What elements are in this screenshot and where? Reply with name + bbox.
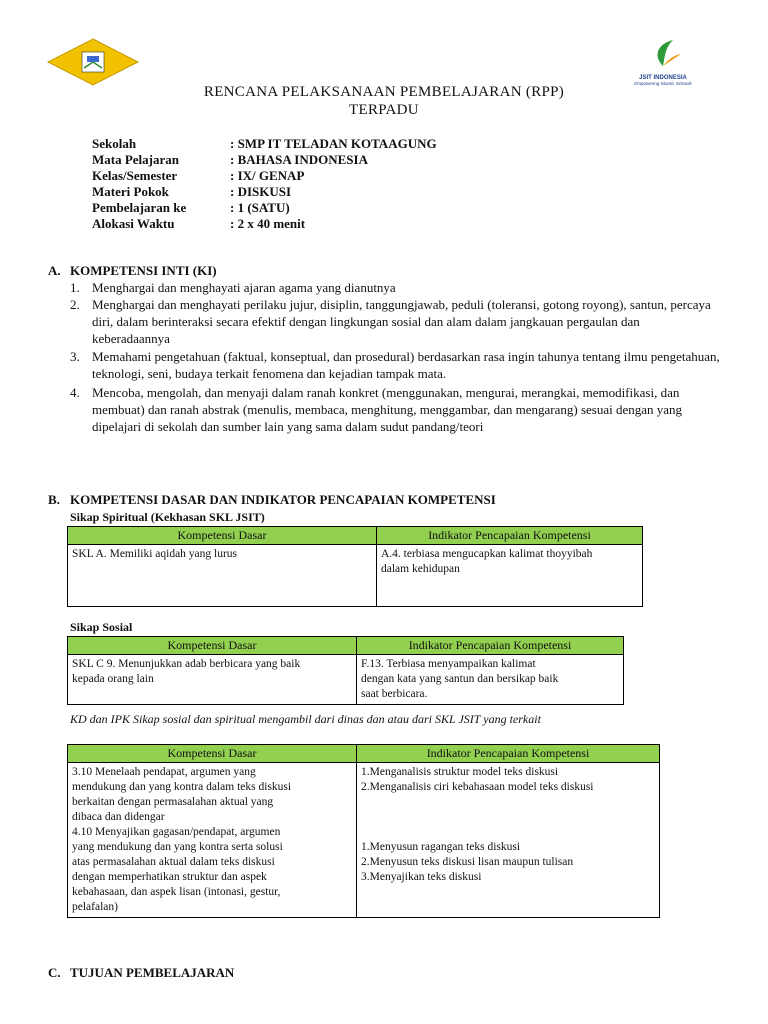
- sosial-table: [67, 636, 624, 705]
- section-c-title: TUJUAN PEMBELAJARAN: [70, 965, 235, 980]
- kd-line: dengan memperhatikan struktur dan aspek: [72, 871, 267, 883]
- ipk-line: dalam kehidupan: [381, 563, 460, 575]
- ipk-cell: [377, 545, 643, 607]
- section-c-letter: C.: [48, 965, 61, 980]
- meta-value-sekolah: : SMP IT TELADAN KOTAAGUNG: [230, 136, 437, 151]
- ipk-line: 1.Menganalisis struktur model teks diskusi: [361, 766, 559, 778]
- kd-line: 4.10 Menyajikan gagasan/pendapat, argumen: [72, 826, 281, 838]
- table-header: Indikator Pencapaian Kompetensi: [357, 637, 624, 655]
- ki-item: [70, 348, 720, 382]
- section-a-heading: [48, 263, 217, 279]
- ipk-line: 1.Menyusun ragangan teks diskusi: [361, 841, 521, 853]
- kd-text: SKL A. Memiliki aqidah yang lurus: [72, 548, 238, 560]
- ipk-line: A.4. terbiasa mengucapkan kalimat thoyyibah: [381, 548, 593, 560]
- section-a-title: KOMPETENSI INTI (KI): [70, 263, 217, 278]
- kd-line: atas permasalahan aktual dalam teks diskusi: [72, 856, 275, 868]
- table-header: Kompetensi Dasar: [68, 637, 357, 655]
- section-b-title: KOMPETENSI DASAR DAN INDIKATOR PENCAPAIAN KOMPETENSI: [70, 492, 496, 507]
- kd-line: kebahasaan, dan aspek lisan (intonasi, gestur,: [72, 886, 281, 898]
- meta-label-mapel: Mata Pelajaran: [92, 152, 180, 167]
- meta-label-kelas: Kelas/Semester: [92, 168, 178, 183]
- ipk-line: 3.Menyajikan teks diskusi: [361, 871, 482, 883]
- meta-label-alokasi: Alokasi Waktu: [92, 216, 175, 231]
- spiritual-title: Sikap Spiritual (Kekhasan SKL JSIT): [70, 510, 265, 524]
- ipk-cell: [357, 655, 624, 705]
- ipk-line: 2.Menganalisis ciri kebahasaan model teks diskusi: [361, 781, 594, 793]
- meta-value-pembelajaran: : 1 (SATU): [230, 200, 290, 215]
- ipk-line: dengan kata yang santun dan bersikap baik: [361, 673, 559, 685]
- ki-number: 4.: [70, 385, 80, 400]
- table-header: Kompetensi Dasar: [68, 527, 377, 545]
- page-subtitle: TERPADU: [349, 102, 419, 118]
- jsit-logo: [628, 38, 698, 90]
- meta-value-alokasi: : 2 x 40 menit: [230, 216, 306, 231]
- kd-line: 3.10 Menelaah pendapat, argumen yang: [72, 766, 256, 778]
- ipk-cell: [357, 763, 660, 918]
- ipk-spacer: [361, 795, 655, 840]
- ki-text: Menghargai dan menghayati perilaku jujur, disiplin, tanggungjawab, peduli (toleransi, gotong royong), santun, percaya diri, dalam berinteraksi secara efektif dengan lingkungan sosial dan alam dalam jangkauan pergaulan dan keberadaannya: [92, 297, 711, 346]
- kd-line: pelafalan): [72, 901, 118, 913]
- ki-number: 3.: [70, 349, 80, 364]
- school-logo: [46, 38, 140, 86]
- kd-cell: [68, 763, 357, 918]
- kd-cell: [68, 655, 357, 705]
- sosial-title: Sikap Sosial: [70, 620, 133, 634]
- section-a-letter: A.: [48, 263, 61, 278]
- ki-text: Memahami pengetahuan (faktual, konseptual, dan prosedural) berdasarkan rasa ingin tahunya tentang ilmu pengetahuan, teknologi, seni, budaya terkait fenomena dan kejadian tampak mata.: [92, 349, 720, 381]
- section-b-heading: [48, 492, 496, 508]
- meta-value-kelas: : IX/ GENAP: [230, 168, 305, 183]
- ki-text: Mencoba, mengolah, dan menyaji dalam ranah konkret (menggunakan, mengurai, merangkai, memodifikasi, dan membuat) dan ranah abstrak (menulis, membaca, menghitung, menggambar, dan mengarang) sesuai dengan yang dipelajari di sekolah dan sumber lain yang sama dalam sudut pandang/teori: [92, 385, 683, 434]
- kd-line: mendukung dan yang kontra dalam teks diskusi: [72, 781, 292, 793]
- kd-ipk-note: KD dan IPK Sikap sosial dan spiritual mengambil dari dinas dan atau dari SKL JSIT yang terkait: [70, 712, 541, 726]
- kd-line: kepada orang lain: [72, 673, 154, 685]
- meta-label-materi: Materi Pokok: [92, 184, 169, 199]
- ki-item: [70, 384, 720, 435]
- ki-number: 1.: [70, 280, 80, 295]
- ki-item: [70, 279, 720, 296]
- kd-cell: [68, 545, 377, 607]
- page-title: RENCANA PELAKSANAAN PEMBELAJARAN (RPP): [203, 84, 565, 100]
- meta-value-materi: : DISKUSI: [230, 184, 292, 199]
- kd-table: [67, 744, 660, 918]
- meta-label-sekolah: Sekolah: [92, 136, 137, 151]
- kd-line: SKL C 9. Menunjukkan adab berbicara yang baik: [72, 658, 301, 670]
- ipk-line: F.13. Terbiasa menyampaikan kalimat: [361, 658, 536, 670]
- ki-number: 2.: [70, 297, 80, 312]
- ipk-line: saat berbicara.: [361, 688, 428, 700]
- spiritual-table: [67, 526, 643, 607]
- ipk-line: 2.Menyusun teks diskusi lisan maupun tulisan: [361, 856, 574, 868]
- meta-label-pembelajaran: Pembelajaran ke: [92, 200, 187, 215]
- ki-item: [70, 296, 720, 347]
- ki-text: Menghargai dan menghayati ajaran agama yang dianutnya: [92, 280, 396, 295]
- jsit-brand-text: JSIT INDONESIA: [639, 75, 687, 81]
- kd-line: dibaca dan didengar: [72, 811, 165, 823]
- section-c-heading: [48, 965, 234, 981]
- kd-line: yang mendukung dan yang kontra serta solusi: [72, 841, 283, 853]
- kd-line: berkaitan dengan permasalahan aktual yang: [72, 796, 274, 808]
- jsit-tagline: Empowering Islamic Schools: [634, 81, 692, 86]
- table-header: Indikator Pencapaian Kompetensi: [357, 745, 660, 763]
- table-header: Indikator Pencapaian Kompetensi: [377, 527, 643, 545]
- meta-value-mapel: : BAHASA INDONESIA: [230, 152, 368, 167]
- section-b-letter: B.: [48, 492, 60, 507]
- table-header: Kompetensi Dasar: [68, 745, 357, 763]
